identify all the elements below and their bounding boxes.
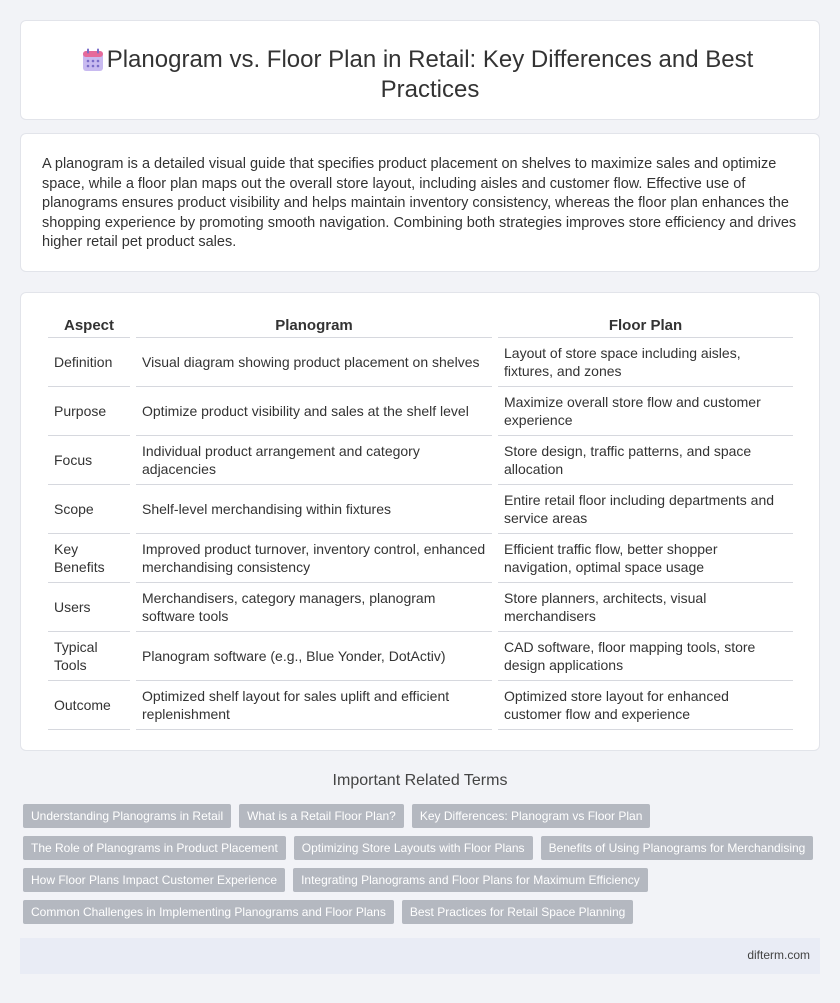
- cell-planogram: Shelf-level merchandising within fixtures: [136, 485, 492, 534]
- comparison-table: [42, 313, 799, 730]
- intro-paragraph: A planogram is a detailed visual guide that specifies product placement on shelves to maximize sales and optimize space, while a floor plan maps out the overall store layout, including aisles and customer flow. Effective use of planograms ensures product visibility and helps maintain inventory consistency, whereas the floor plan enhances the shopping experience by promoting smooth navigation. Combining both strategies improves store efficiency and drives higher retail pet product sales.: [42, 156, 797, 251]
- table-header-row: [48, 313, 793, 338]
- cell-planogram: Visual diagram showing product placement on shelves: [136, 338, 492, 387]
- cell-aspect: Definition: [48, 338, 130, 387]
- table-row: [48, 534, 793, 583]
- page-title: Planogram vs. Floor Plan in Retail: Key Differences and Best Practices: [106, 46, 754, 103]
- cell-aspect: Purpose: [48, 387, 130, 436]
- table-row: [48, 338, 793, 387]
- cell-floor-plan: Efficient traffic flow, better shopper navigation, optimal space usage: [498, 534, 793, 583]
- comparison-card: [20, 292, 820, 751]
- related-term-tag[interactable]: Key Differences: Planogram vs Floor Plan: [412, 804, 651, 828]
- cell-planogram: Merchandisers, category managers, planogram software tools: [136, 583, 492, 632]
- related-term-tag[interactable]: Common Challenges in Implementing Planograms and Floor Plans: [23, 900, 394, 924]
- cell-planogram: Optimized shelf layout for sales uplift and efficient replenishment: [136, 681, 492, 730]
- cell-floor-plan: Entire retail floor including departments and service areas: [498, 485, 793, 534]
- related-term-tag[interactable]: How Floor Plans Impact Customer Experience: [23, 868, 285, 892]
- footer: [20, 938, 820, 974]
- table-row: [48, 632, 793, 681]
- cell-floor-plan: CAD software, floor mapping tools, store design applications: [498, 632, 793, 681]
- intro-card: [20, 133, 820, 272]
- table-row: [48, 583, 793, 632]
- table-row: [48, 387, 793, 436]
- cell-aspect: Focus: [48, 436, 130, 485]
- cell-planogram: Improved product turnover, inventory control, enhanced merchandising consistency: [136, 534, 492, 583]
- cell-planogram: Optimize product visibility and sales at the shelf level: [136, 387, 492, 436]
- header-card: [20, 20, 820, 120]
- cell-aspect: Users: [48, 583, 130, 632]
- related-terms-title: Important Related Terms: [332, 772, 508, 789]
- cell-floor-plan: Store design, traffic patterns, and space allocation: [498, 436, 793, 485]
- related-term-tag[interactable]: Best Practices for Retail Space Planning: [402, 900, 633, 924]
- related-term-tag[interactable]: What is a Retail Floor Plan?: [239, 804, 404, 828]
- related-term-tag[interactable]: Understanding Planograms in Retail: [23, 804, 231, 828]
- cell-aspect: Key Benefits: [48, 534, 130, 583]
- cell-aspect: Outcome: [48, 681, 130, 730]
- header-floor-plan: Floor Plan: [498, 313, 793, 338]
- table-row: [48, 681, 793, 730]
- footer-site-link[interactable]: difterm.com: [747, 948, 810, 962]
- cell-floor-plan: Layout of store space including aisles, fixtures, and zones: [498, 338, 793, 387]
- header-aspect: Aspect: [48, 313, 130, 338]
- cell-floor-plan: Optimized store layout for enhanced customer flow and experience: [498, 681, 793, 730]
- cell-aspect: Scope: [48, 485, 130, 534]
- related-term-tag[interactable]: The Role of Planograms in Product Placement: [23, 836, 286, 860]
- cell-planogram: Individual product arrangement and category adjacencies: [136, 436, 492, 485]
- cell-floor-plan: Maximize overall store flow and customer experience: [498, 387, 793, 436]
- related-term-tag[interactable]: Integrating Planograms and Floor Plans for Maximum Efficiency: [293, 868, 648, 892]
- cell-planogram: Planogram software (e.g., Blue Yonder, DotActiv): [136, 632, 492, 681]
- cell-floor-plan: Store planners, architects, visual merchandisers: [498, 583, 793, 632]
- related-term-tag[interactable]: Optimizing Store Layouts with Floor Plans: [294, 836, 533, 860]
- table-row: [48, 485, 793, 534]
- table-row: [48, 436, 793, 485]
- cell-aspect: Typical Tools: [48, 632, 130, 681]
- related-term-tag[interactable]: Benefits of Using Planograms for Merchandising: [541, 836, 814, 860]
- header-planogram: Planogram: [136, 313, 492, 338]
- related-terms-list: [23, 804, 823, 932]
